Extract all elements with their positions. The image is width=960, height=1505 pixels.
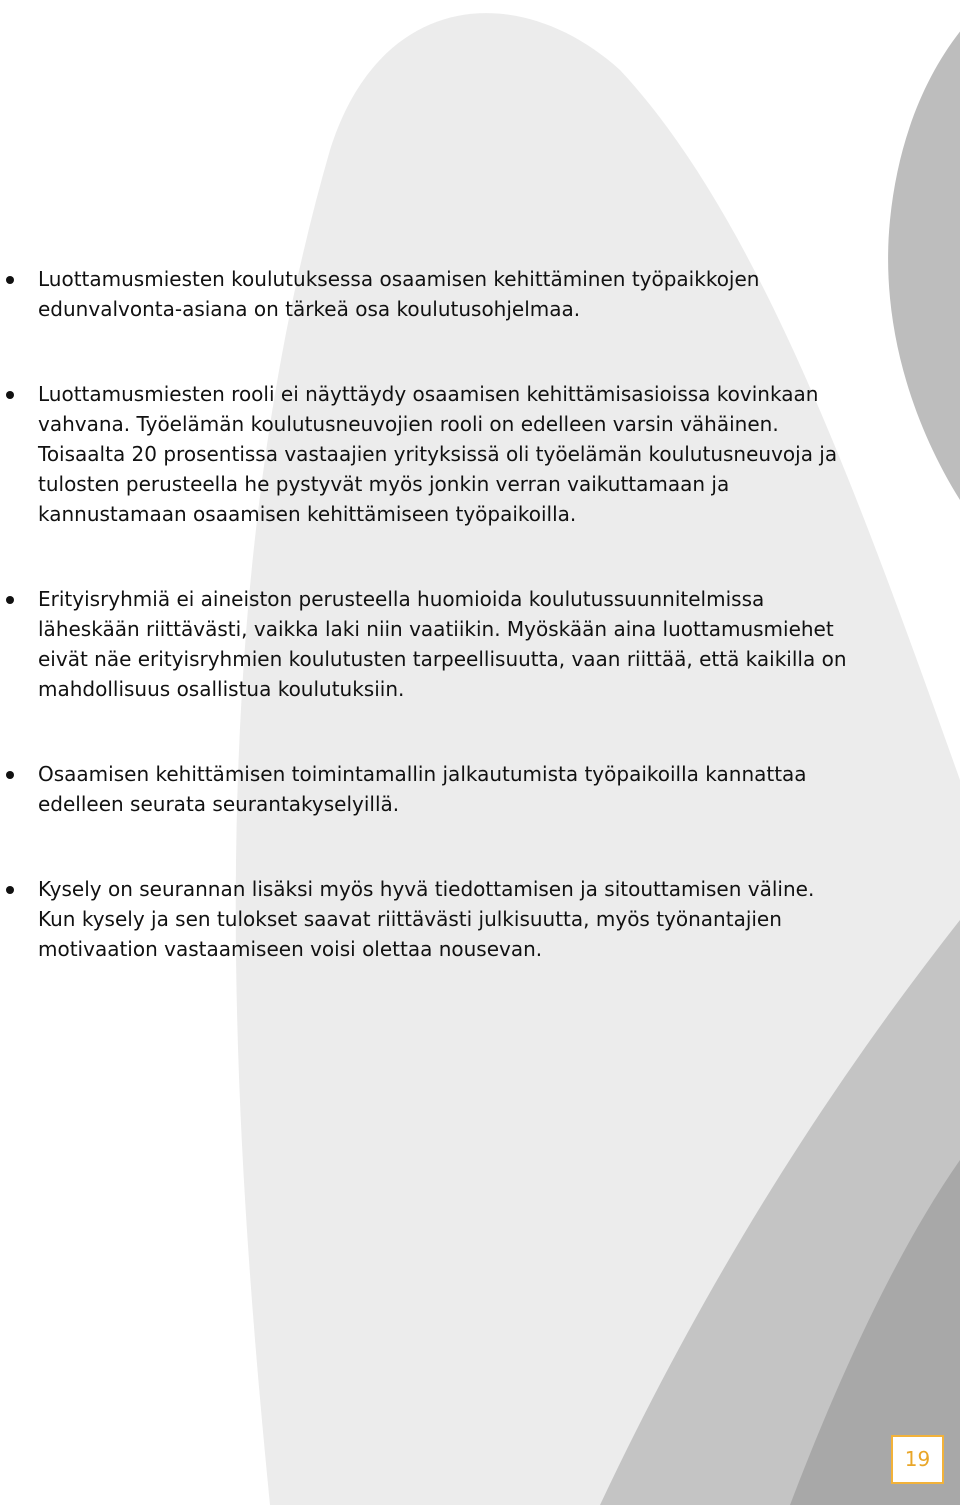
bullet-text: Luottamusmiesten koulutuksessa osaamisen kehittäminen työpaikkojen edunvalvonta-asiana on tärkeä osa koulutusohjelmaa. <box>38 267 760 321</box>
bullet-item <box>0 759 960 819</box>
bullet-item <box>0 379 960 529</box>
bullet-dot-icon <box>6 391 14 399</box>
page-number: 19 <box>891 1435 944 1484</box>
bullet-text: Kysely on seurannan lisäksi myös hyvä tiedottamisen ja sitouttamisen väline. Kun kysely ja sen tulokset saavat riittävästi julkisuutta, myös työnantajien motivaation vastaamiseen voisi olettaa nousevan. <box>38 877 815 961</box>
bullet-list <box>0 264 960 964</box>
bullet-text: Luottamusmiesten rooli ei näyttäydy osaamisen kehittämisasioissa kovinkaan vahvana. Työelämän koulutusneuvojien rooli on edelleen varsin vähäinen. Toisaalta 20 prosentissa vastaajien yrityksissä oli työelämän koulutusneuvoja ja tulosten perusteella he pystyvät myös jonkin verran vaikuttamaan ja kannustamaan osaamisen kehittämiseen työpaikoilla. <box>38 382 838 526</box>
bullet-dot-icon <box>6 771 14 779</box>
bullet-item <box>0 874 960 964</box>
bullet-dot-icon <box>6 596 14 604</box>
bullet-dot-icon <box>6 886 14 894</box>
bullet-item <box>0 584 960 704</box>
summary-content <box>0 264 960 1019</box>
bullet-item <box>0 264 960 324</box>
bullet-dot-icon <box>6 276 14 284</box>
bullet-text: Erityisryhmiä ei aineiston perusteella huomioida koulutussuunnitelmissa läheskään riittävästi, vaikka laki niin vaatiikin. Myöskään aina luottamusmiehet eivät näe erityisryhmien koulutusten tarpeellisuutta, vaan riittää, että kaikilla on mahdollisuus osallistua koulutuksiin. <box>38 587 847 701</box>
bullet-text: Osaamisen kehittämisen toimintamallin jalkautumista työpaikoilla kannattaa edelleen seurata seurantakyselyillä. <box>38 762 807 816</box>
